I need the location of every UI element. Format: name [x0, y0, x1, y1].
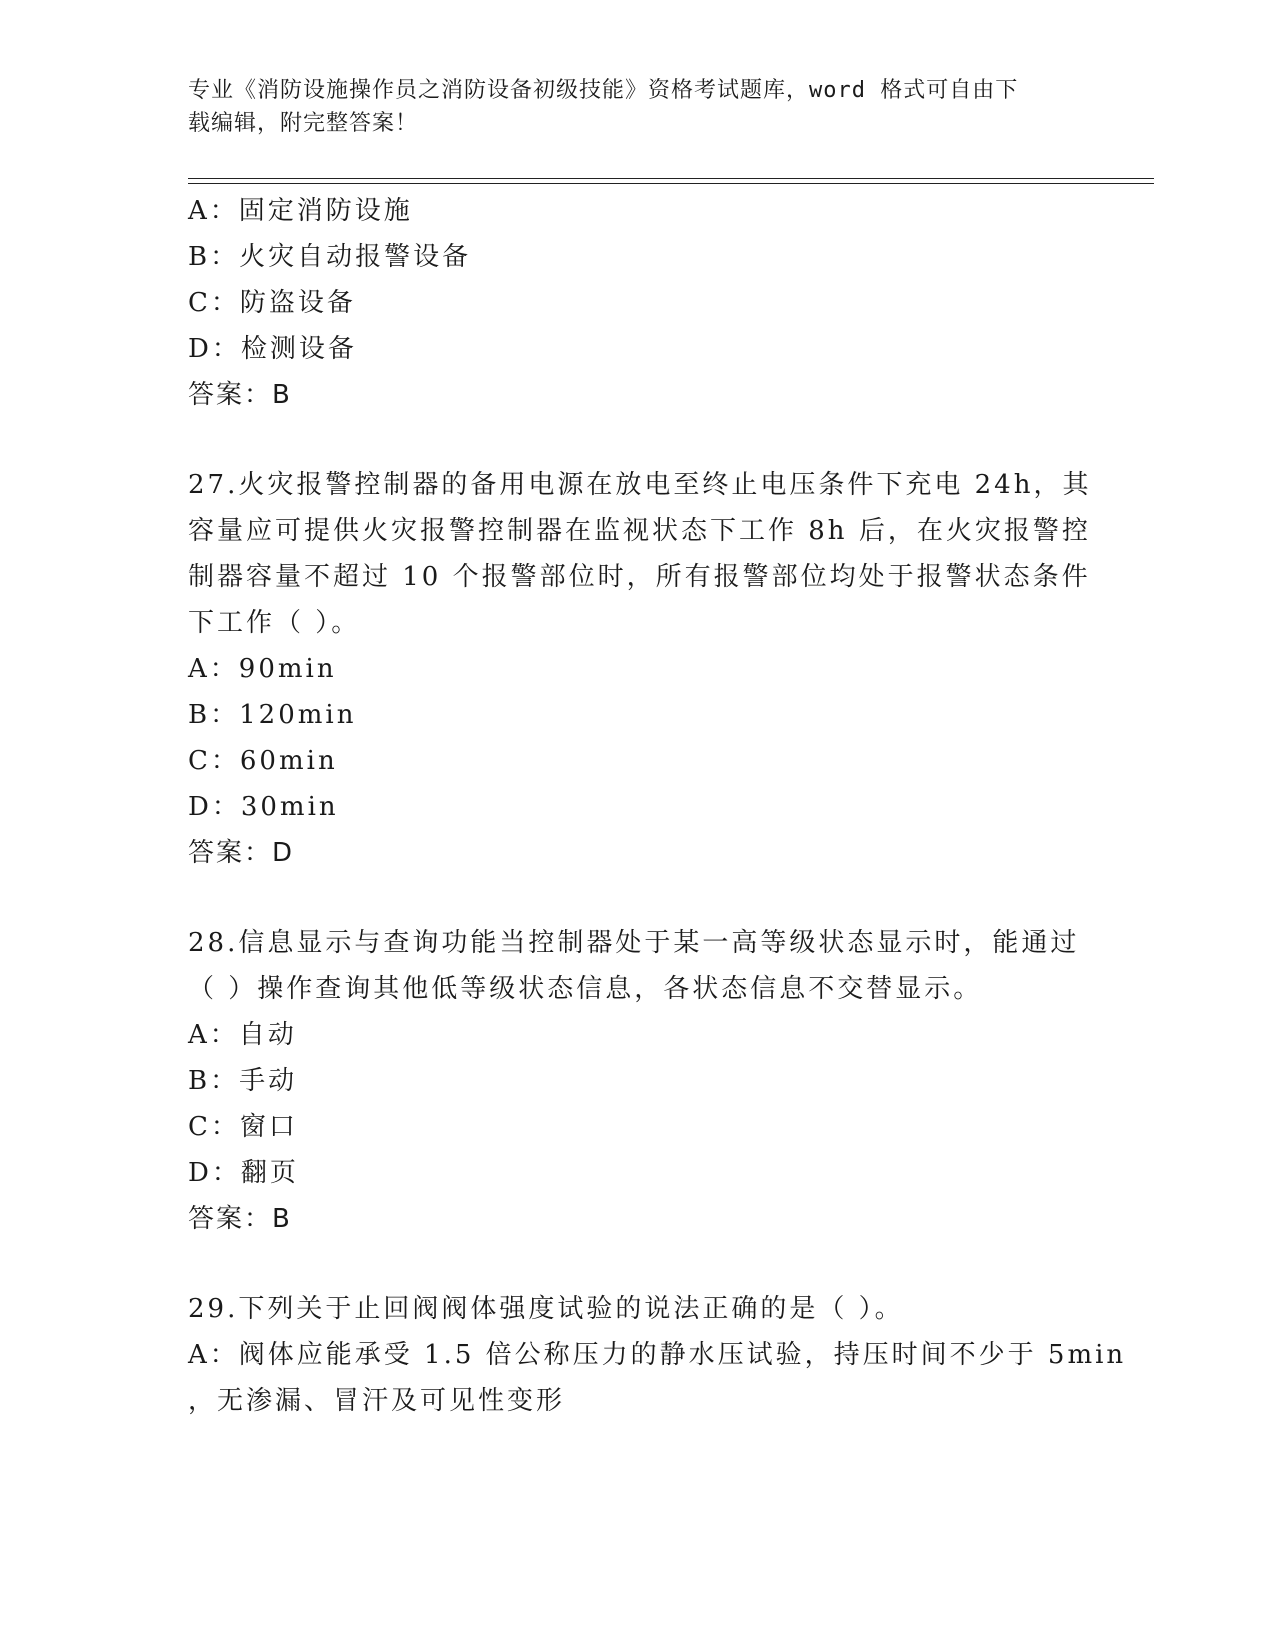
option-d: D：翻页: [188, 1158, 299, 1188]
question-26: [188, 188, 1088, 418]
question-27: [188, 462, 1092, 876]
document-header: [188, 74, 1088, 140]
question-text-line: 28.信息显示与查询功能当控制器处于某一高等级状态显示时，能通过: [188, 928, 1080, 958]
question-text-line: 29.下列关于止回阀阀体强度试验的说法正确的是（ ）。: [188, 1294, 904, 1324]
spacer: [188, 418, 1088, 462]
option-a-continued: ，无渗漏、冒汗及可见性变形: [188, 1386, 566, 1416]
option-c: C：窗口: [188, 1112, 298, 1142]
option-c: C：60min: [188, 746, 338, 776]
option-a: A：阀体应能承受 1.5 倍公称压力的静水压试验，持压时间不少于 5min: [188, 1340, 1127, 1370]
option-b: B：120min: [188, 700, 357, 730]
question-content: [188, 188, 1127, 1424]
question-text-line: 容量应可提供火灾报警控制器在监视状态下工作 8h 后，在火灾报警控: [188, 516, 1091, 546]
question-29: [188, 1286, 1127, 1424]
header-rule-bottom: [188, 183, 1154, 184]
option-a: A：自动: [188, 1020, 297, 1050]
answer-line: 答案：D: [188, 838, 295, 868]
option-b: B：手动: [188, 1066, 298, 1096]
header-line-2: 载编辑，附完整答案！: [188, 111, 419, 136]
option-d: D：检测设备: [188, 334, 357, 364]
option-b: B：火灾自动报警设备: [188, 242, 472, 272]
question-text-line: 27.火灾报警控制器的备用电源在放电至终止电压条件下充电 24h，其: [188, 470, 1092, 500]
option-a: A：固定消防设施: [188, 196, 413, 226]
option-d: D：30min: [188, 792, 339, 822]
spacer: [188, 876, 1088, 920]
header-rule-top: [188, 178, 1154, 179]
option-c: C：防盗设备: [188, 288, 356, 318]
question-28: [188, 920, 1088, 1242]
header-line-1: 专业《消防设施操作员之消防设备初级技能》资格考试题库，word 格式可自由下: [188, 78, 1019, 103]
answer-line: 答案：B: [188, 380, 292, 410]
question-text-line: 制器容量不超过 10 个报警部位时，所有报警部位均处于报警状态条件: [188, 562, 1091, 592]
question-text-line: 下工作（ ）。: [188, 608, 361, 638]
answer-line: 答案：B: [188, 1204, 292, 1234]
spacer: [188, 1242, 1088, 1286]
question-text-line: （ ）操作查询其他低等级状态信息，各状态信息不交替显示。: [188, 974, 983, 1004]
option-a: A：90min: [188, 654, 337, 684]
